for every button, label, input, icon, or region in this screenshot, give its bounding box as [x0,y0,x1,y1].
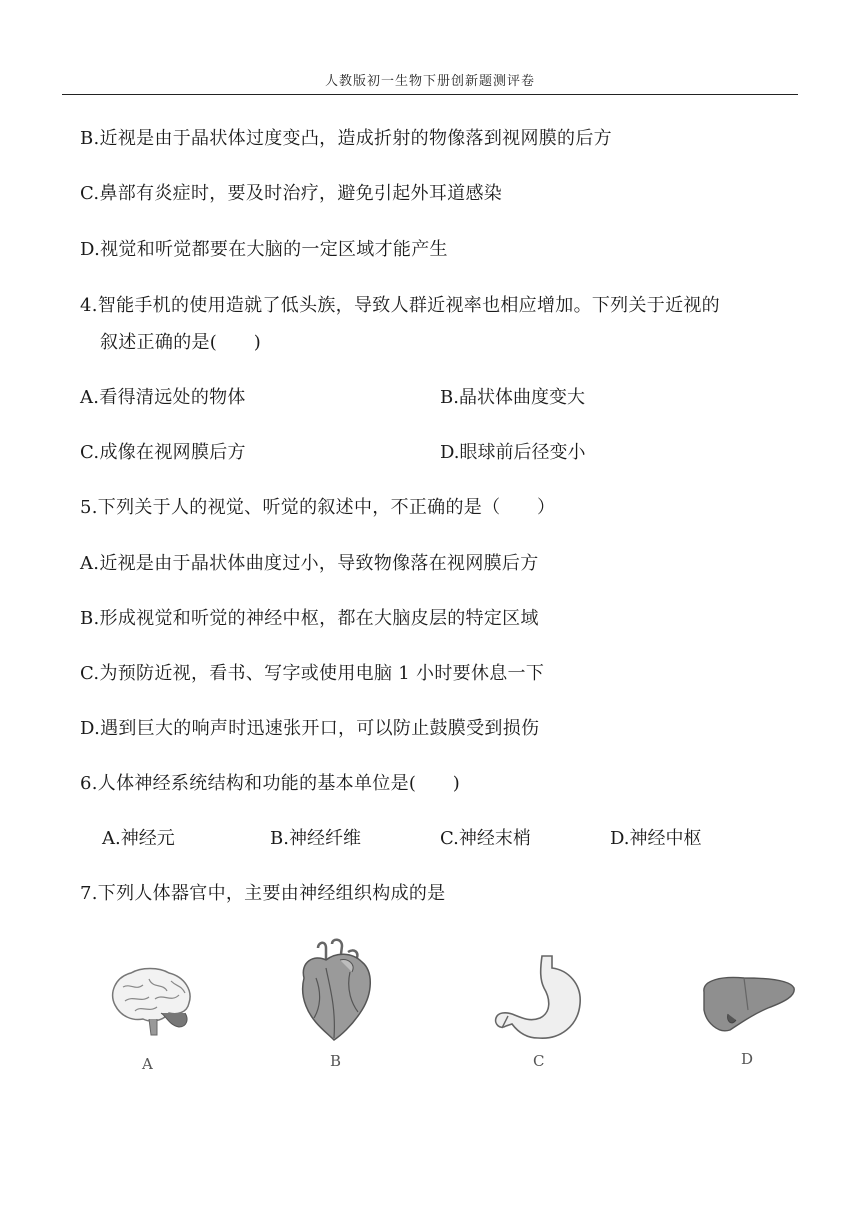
q4-option-c: C.成像在视网膜后方 [80,442,246,463]
figure-label-c: C [533,1052,545,1070]
q4-stem-line1: 4.智能手机的使用造就了低头族，导致人群近视率也相应增加。下列关于近视的 [80,295,720,316]
q4-option-d: D.眼球前后径变小 [440,442,586,463]
page-header: 人教版初一生物下册创新题测评卷 [324,74,535,89]
heart-icon [296,938,376,1042]
q5-option-b: B.形成视觉和听觉的神经中枢，都在大脑皮层的特定区域 [80,608,539,629]
q6-option-c: C.神经末梢 [440,828,531,849]
q3-option-b: B.近视是由于晶状体过度变凸，造成折射的物像落到视网膜的后方 [80,128,612,149]
q4-option-a: A.看得清远处的物体 [80,387,246,408]
liver-icon [698,970,798,1036]
figure-label-b: B [330,1052,342,1070]
figure-label-a: A [142,1055,153,1073]
q4-stem-line2: 叙述正确的是( ) [100,332,262,353]
q3-option-c: C.鼻部有炎症时，要及时治疗，避免引起外耳道感染 [80,183,503,204]
q5-option-d: D.遇到巨大的响声时迅速张开口，可以防止鼓膜受到损伤 [80,718,540,739]
q4-option-b: B.晶状体曲度变大 [440,387,585,408]
figure-label-d: D [741,1050,754,1068]
q5-option-a: A.近视是由于晶状体曲度过小，导致物像落在视网膜后方 [80,553,539,574]
q6-option-b: B.神经纤维 [270,828,361,849]
q6-option-d: D.神经中枢 [610,828,702,849]
q6-option-a: A.神经元 [102,828,175,849]
q3-option-d: D.视觉和听觉都要在大脑的一定区域才能产生 [80,239,448,260]
stomach-icon [488,952,588,1044]
q7-stem: 7.下列人体器官中，主要由神经组织构成的是 [80,883,446,904]
q5-stem: 5.下列关于人的视觉、听觉的叙述中，不正确的是（ ） [80,497,556,518]
brain-icon [105,965,195,1037]
header-divider [62,94,798,95]
q6-stem: 6.人体神经系统结构和功能的基本单位是( ) [80,773,461,794]
q5-option-c: C.为预防近视，看书、写字或使用电脑 1 小时要休息一下 [80,663,545,684]
